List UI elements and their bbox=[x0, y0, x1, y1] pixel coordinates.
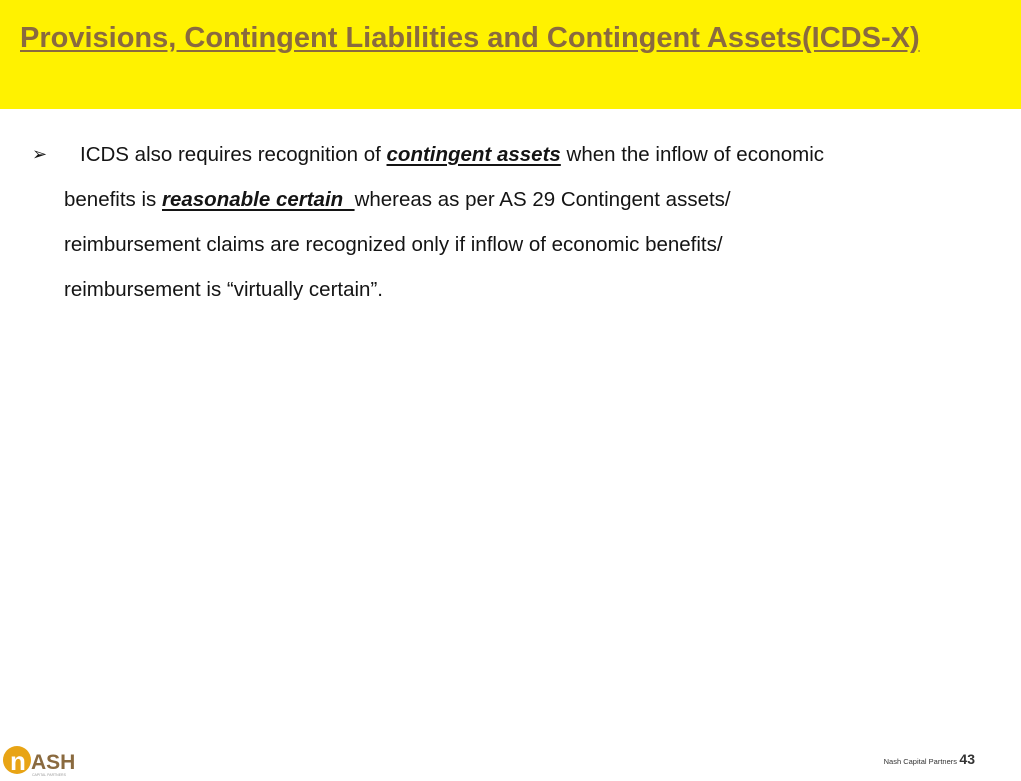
term-contingent-assets: contingent assets bbox=[386, 143, 561, 166]
bullet-list bbox=[32, 132, 1007, 312]
logo-subtext: CAPITAL PARTNERS bbox=[32, 773, 66, 777]
page-number: 43 bbox=[959, 751, 975, 767]
title-banner bbox=[0, 0, 1021, 109]
page-title: Provisions, Contingent Liabilities and Contingent Assets(ICDS-X) bbox=[20, 22, 920, 54]
bullet-line-1-post: when the inflow of economic bbox=[560, 143, 825, 166]
bullet-item bbox=[32, 132, 1007, 312]
bullet-line-2 bbox=[64, 177, 1007, 222]
logo-letter-n: n bbox=[10, 746, 26, 776]
bullet-line-4: reimbursement is “virtually certain”. bbox=[64, 278, 383, 301]
bullet-line-1 bbox=[80, 132, 1007, 177]
footer-company: Nash Capital Partners bbox=[883, 757, 957, 766]
logo-wordmark: ASH bbox=[31, 751, 76, 774]
term-reasonable-certain: reasonable certain bbox=[162, 188, 355, 211]
bullet-line-2-post: whereas as per AS 29 Contingent assets/ bbox=[354, 188, 731, 211]
arrow-bullet-icon: ➢ bbox=[32, 144, 48, 165]
bullet-line-3: reimbursement claims are recognized only if inflow of economic benefits/ bbox=[64, 233, 723, 256]
bullet-line-1-pre: ICDS also requires recognition of bbox=[80, 143, 387, 166]
nash-logo bbox=[2, 743, 86, 779]
bullet-line-2-pre: benefits is bbox=[64, 188, 162, 211]
